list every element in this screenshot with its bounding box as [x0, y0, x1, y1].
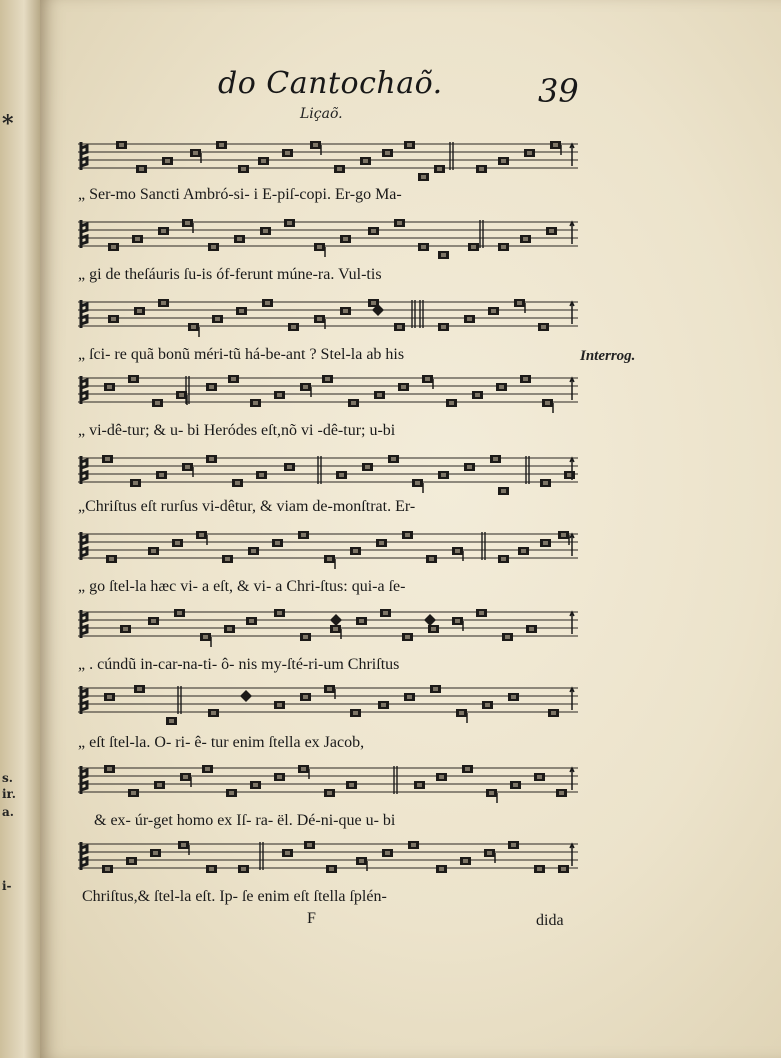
neume-note-icon	[505, 635, 510, 639]
section-title: Liçaõ.	[300, 106, 343, 122]
lyric-line: „ gi de theſáuris ſu-is óf-ferunt múne-ra. Vul-tis	[78, 266, 382, 283]
neume-note-icon	[107, 695, 112, 699]
lyric-line: „Chriſtus eſt rurſus vi-dêtur, & viam de-monſtrat. Er-	[78, 498, 416, 515]
neume-note-icon	[155, 401, 160, 405]
custos-icon	[570, 144, 574, 166]
neume-note-icon	[277, 611, 282, 615]
neume-note-icon	[521, 549, 526, 553]
lyric-line: „ vi-dê-tur; & u- bi Heródes eſt,nõ vi -dê-tur; u-bi	[78, 422, 396, 439]
neume-note-icon	[441, 253, 446, 257]
music-staff	[78, 762, 578, 806]
neume-note-icon	[137, 687, 142, 691]
neume-note-icon	[359, 859, 364, 863]
neume-note-icon	[129, 859, 134, 863]
neume-note-icon	[543, 481, 548, 485]
neume-note-icon	[465, 767, 470, 771]
neume-note-icon	[277, 393, 282, 397]
neume-note-icon	[559, 791, 564, 795]
neume-note-icon	[397, 221, 402, 225]
neume-note-icon	[209, 385, 214, 389]
neume-note-icon	[551, 711, 556, 715]
neume-note-icon	[161, 229, 166, 233]
neume-note-icon	[231, 377, 236, 381]
margin-note: Interrog.	[580, 348, 636, 364]
lyric-line: & ex- úr-get homo ex Iſ- ra- ël. Dé-ni-que u- bi	[94, 812, 396, 829]
custos-icon	[570, 768, 574, 790]
neume-note-icon	[377, 393, 382, 397]
neume-note-icon	[467, 465, 472, 469]
lyric-line: „ Ser-mo Sancti Ambró-si- i E-piſ-copi. Er-go Ma-	[78, 186, 402, 203]
neume-note-icon	[109, 557, 114, 561]
neume-note-icon	[327, 791, 332, 795]
facing-page-fragment: s.	[2, 771, 13, 785]
neume-note-icon	[333, 627, 338, 631]
neume-note-icon	[185, 221, 190, 225]
neume-note-icon	[365, 465, 370, 469]
neume-note-icon	[407, 143, 412, 147]
neume-note-icon	[415, 481, 420, 485]
neume-note-icon	[421, 245, 426, 249]
neume-note-icon	[123, 627, 128, 631]
neume-note-icon	[359, 619, 364, 623]
neume-note-icon	[499, 385, 504, 389]
custos-icon	[570, 222, 574, 244]
neume-note-icon	[209, 457, 214, 461]
neume-note-icon	[401, 385, 406, 389]
neume-note-icon	[277, 775, 282, 779]
neume-note-icon	[511, 695, 516, 699]
neume-note-icon	[561, 867, 566, 871]
neume-note-icon	[351, 401, 356, 405]
neume-note-icon	[301, 767, 306, 771]
neume-note-icon	[441, 473, 446, 477]
neume-note-icon	[329, 867, 334, 871]
neume-note-icon	[137, 309, 142, 313]
neume-note-icon	[317, 245, 322, 249]
neume-note-icon	[105, 867, 110, 871]
neume-note-icon	[161, 301, 166, 305]
neume-note-icon	[455, 619, 460, 623]
neume-note-icon	[211, 245, 216, 249]
diamond-note-icon	[330, 614, 342, 626]
neume-note-icon	[441, 325, 446, 329]
neume-note-icon	[479, 167, 484, 171]
neume-note-icon	[537, 867, 542, 871]
neume-note-icon	[371, 229, 376, 233]
neume-note-icon	[191, 325, 196, 329]
neume-note-icon	[475, 393, 480, 397]
neume-note-icon	[487, 851, 492, 855]
neume-note-icon	[179, 393, 184, 397]
custos-icon	[570, 688, 574, 710]
neume-note-icon	[203, 635, 208, 639]
facing-page-fragment: ir.	[2, 787, 16, 801]
neume-note-icon	[133, 481, 138, 485]
neume-note-icon	[253, 783, 258, 787]
neume-note-icon	[275, 541, 280, 545]
neume-note-icon	[337, 167, 342, 171]
neume-note-icon	[307, 843, 312, 847]
neume-note-icon	[339, 473, 344, 477]
neume-note-icon	[543, 541, 548, 545]
neume-note-icon	[265, 301, 270, 305]
neume-note-icon	[199, 533, 204, 537]
custos-icon	[570, 534, 574, 556]
neume-note-icon	[177, 611, 182, 615]
neume-note-icon	[385, 851, 390, 855]
clef-icon	[81, 610, 87, 638]
neume-note-icon	[251, 549, 256, 553]
neume-note-icon	[135, 237, 140, 241]
neume-note-icon	[303, 635, 308, 639]
neume-note-icon	[439, 867, 444, 871]
facing-page-edge	[0, 0, 41, 1058]
neume-note-icon	[153, 851, 158, 855]
neume-note-icon	[431, 627, 436, 631]
neume-note-icon	[489, 791, 494, 795]
neume-note-icon	[215, 317, 220, 321]
neume-note-icon	[165, 159, 170, 163]
neume-note-icon	[219, 143, 224, 147]
neume-note-icon	[421, 175, 426, 179]
facing-page-fragment: i-	[2, 879, 12, 893]
custos-icon	[570, 378, 574, 400]
neume-note-icon	[111, 317, 116, 321]
neume-note-icon	[249, 619, 254, 623]
clef-icon	[81, 142, 87, 170]
neume-note-icon	[541, 325, 546, 329]
neume-note-icon	[151, 549, 156, 553]
neume-note-icon	[285, 851, 290, 855]
neume-note-icon	[209, 867, 214, 871]
asterisk-mark: *	[2, 111, 14, 137]
diamond-note-icon	[424, 614, 436, 626]
neume-note-icon	[523, 377, 528, 381]
neume-note-icon	[501, 159, 506, 163]
neume-note-icon	[139, 167, 144, 171]
neume-note-icon	[353, 549, 358, 553]
neume-note-icon	[287, 221, 292, 225]
neume-note-icon	[385, 151, 390, 155]
neume-note-icon	[363, 159, 368, 163]
neume-note-icon	[459, 711, 464, 715]
neume-note-icon	[411, 843, 416, 847]
neume-note-icon	[111, 245, 116, 249]
neume-note-icon	[433, 687, 438, 691]
neume-note-icon	[277, 703, 282, 707]
neume-note-icon	[501, 557, 506, 561]
neume-note-icon	[417, 783, 422, 787]
running-head: do Cantochaõ.	[218, 66, 443, 101]
neume-note-icon	[467, 317, 472, 321]
neume-note-icon	[471, 245, 476, 249]
neume-note-icon	[513, 783, 518, 787]
neume-note-icon	[479, 611, 484, 615]
clef-icon	[81, 300, 87, 328]
neume-note-icon	[107, 385, 112, 389]
neume-note-icon	[527, 151, 532, 155]
neume-note-icon	[429, 557, 434, 561]
neume-note-icon	[225, 557, 230, 561]
neume-note-icon	[545, 401, 550, 405]
neume-note-icon	[529, 627, 534, 631]
neume-note-icon	[211, 711, 216, 715]
neume-note-icon	[313, 143, 318, 147]
clef-icon	[81, 220, 87, 248]
neume-note-icon	[131, 791, 136, 795]
clef-icon	[81, 376, 87, 404]
neume-note-icon	[491, 309, 496, 313]
neume-note-icon	[193, 151, 198, 155]
custos-icon	[570, 844, 574, 866]
neume-note-icon	[455, 549, 460, 553]
neume-note-icon	[381, 703, 386, 707]
neume-note-icon	[205, 767, 210, 771]
neume-note-icon	[175, 541, 180, 545]
neume-note-icon	[159, 473, 164, 477]
neume-note-icon	[301, 533, 306, 537]
neume-note-icon	[317, 317, 322, 321]
neume-note-icon	[501, 489, 506, 493]
diamond-note-icon	[240, 690, 252, 702]
neume-note-icon	[437, 167, 442, 171]
neume-note-icon	[349, 783, 354, 787]
neume-note-icon	[253, 401, 258, 405]
neume-note-icon	[263, 229, 268, 233]
neume-note-icon	[485, 703, 490, 707]
music-staff	[78, 682, 578, 726]
music-staff	[78, 606, 578, 650]
lyric-line: „ eſt ſtel-la. O- ri- ê- tur enim ſtella ex Jacob,	[78, 734, 365, 751]
neume-note-icon	[259, 473, 264, 477]
music-staff	[78, 216, 578, 260]
neume-note-icon	[183, 775, 188, 779]
neume-note-icon	[291, 325, 296, 329]
lyric-line: „ ſci- re quã bonũ méri-tũ há-be-ant ? Stel-la ab his	[78, 346, 405, 363]
neume-note-icon	[227, 627, 232, 631]
lyric-line: „ . cúndũ in-car-na-ti- ô- nis my-ſté-ri-um Chriſtus	[78, 656, 400, 673]
neume-note-icon	[379, 541, 384, 545]
custos-icon	[570, 302, 574, 324]
neume-note-icon	[391, 457, 396, 461]
music-staff	[78, 296, 578, 340]
neume-note-icon	[371, 301, 376, 305]
music-staff	[78, 138, 578, 182]
neume-note-icon	[493, 457, 498, 461]
neume-note-icon	[151, 619, 156, 623]
clef-icon	[81, 686, 87, 714]
neume-note-icon	[537, 775, 542, 779]
neume-note-icon	[343, 237, 348, 241]
neume-note-icon	[185, 465, 190, 469]
neume-note-icon	[241, 867, 246, 871]
clef-icon	[81, 766, 87, 794]
neume-note-icon	[303, 385, 308, 389]
neume-note-icon	[107, 767, 112, 771]
neume-note-icon	[425, 377, 430, 381]
neume-note-icon	[239, 309, 244, 313]
music-staff	[78, 372, 578, 416]
neume-note-icon	[285, 151, 290, 155]
neume-note-icon	[511, 843, 516, 847]
neume-note-icon	[405, 635, 410, 639]
signature-mark: F	[307, 910, 316, 927]
neume-note-icon	[407, 695, 412, 699]
neume-note-icon	[561, 533, 566, 537]
neume-note-icon	[229, 791, 234, 795]
neume-note-icon	[119, 143, 124, 147]
neume-note-icon	[517, 301, 522, 305]
neume-note-icon	[181, 843, 186, 847]
neume-note-icon	[549, 229, 554, 233]
clef-icon	[81, 842, 87, 870]
neume-note-icon	[523, 237, 528, 241]
catchword: dida	[536, 912, 564, 929]
music-staff	[78, 528, 578, 572]
neume-note-icon	[501, 245, 506, 249]
custos-icon	[570, 612, 574, 634]
lyric-line: „ go ſtel-la hæc vi- a eſt, & vi- a Chri-ſtus: qui-a ſe-	[78, 578, 406, 595]
neume-note-icon	[383, 611, 388, 615]
neume-note-icon	[325, 377, 330, 381]
facing-page-fragment: a.	[2, 805, 14, 819]
neume-note-icon	[449, 401, 454, 405]
neume-note-icon	[439, 775, 444, 779]
page-number: 39	[538, 72, 579, 110]
neume-note-icon	[237, 237, 242, 241]
lyric-line: Chriſtus,& ſtel-la eſt. Ip- ſe enim eſt ſtella ſplén-	[82, 888, 387, 905]
music-staff	[78, 452, 578, 496]
clef-icon	[81, 456, 87, 484]
neume-note-icon	[327, 687, 332, 691]
neume-note-icon	[241, 167, 246, 171]
neume-note-icon	[405, 533, 410, 537]
neume-note-icon	[169, 719, 174, 723]
clef-icon	[81, 532, 87, 560]
music-staff	[78, 838, 578, 882]
neume-note-icon	[327, 557, 332, 561]
neume-note-icon	[303, 695, 308, 699]
neume-note-icon	[287, 465, 292, 469]
neume-note-icon	[397, 325, 402, 329]
neume-note-icon	[235, 481, 240, 485]
neume-note-icon	[553, 143, 558, 147]
neume-note-icon	[131, 377, 136, 381]
neume-note-icon	[157, 783, 162, 787]
neume-note-icon	[105, 457, 110, 461]
neume-note-icon	[261, 159, 266, 163]
neume-note-icon	[463, 859, 468, 863]
neume-note-icon	[353, 711, 358, 715]
neume-note-icon	[343, 309, 348, 313]
